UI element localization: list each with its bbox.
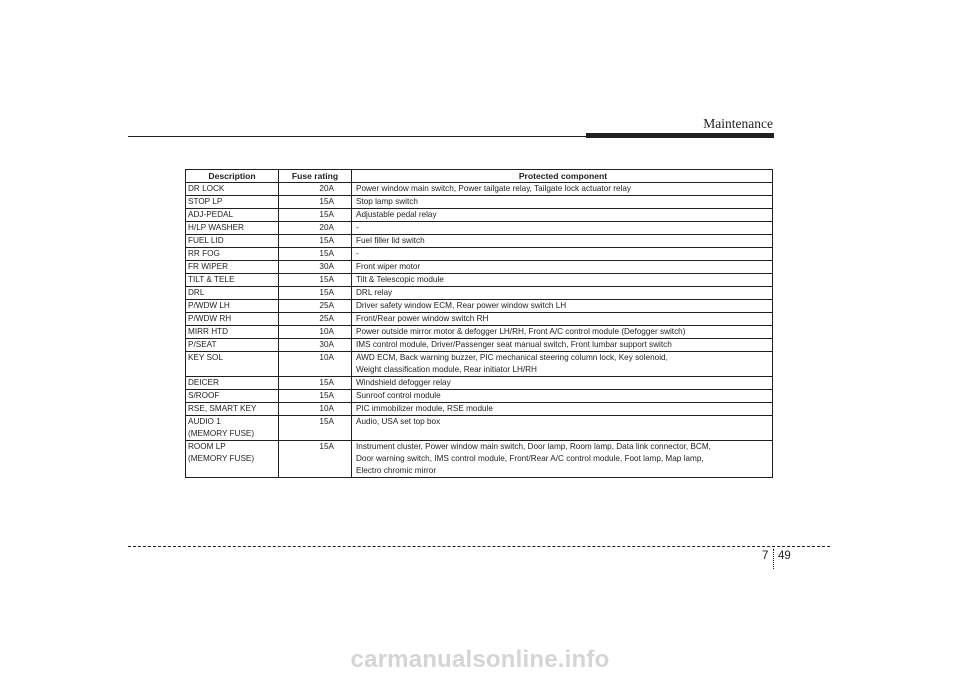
protected-component [352, 352, 773, 377]
table-body [186, 183, 773, 478]
fuse-description [186, 287, 279, 300]
chapter-number: 7 [762, 550, 769, 562]
fuse-description [186, 183, 279, 196]
fuse-rating [279, 313, 352, 326]
fuse-rating-value: 15A [319, 288, 334, 297]
fuse-description [186, 300, 279, 313]
fuse-rating-value: 15A [319, 236, 334, 245]
fuse-rating [279, 183, 352, 196]
protected-component [352, 416, 773, 441]
protected-component-line: DRL relay [356, 288, 393, 297]
protected-component [352, 261, 773, 274]
fuse-rating-value: 30A [319, 340, 334, 349]
fuse-description [186, 261, 279, 274]
fuse-description [186, 326, 279, 339]
protected-component [352, 390, 773, 403]
fuse-description-line: DEICER [188, 378, 219, 387]
fuse-rating-value: 15A [319, 417, 334, 426]
fuse-description-line: FR WIPER [188, 262, 229, 271]
fuse-description [186, 209, 279, 222]
protected-component [352, 339, 773, 352]
fuse-description-line: DRL [188, 288, 205, 297]
fuse-description-line: H/LP WASHER [188, 223, 244, 232]
fuse-rating-value: 25A [319, 314, 334, 323]
protected-component [352, 274, 773, 287]
fuse-rating-value: 20A [319, 184, 334, 193]
fuse-description [186, 352, 279, 377]
table-row [186, 352, 773, 377]
table-header-row [186, 170, 773, 183]
protected-component-line: Weight classification module, Rear initiator LH/RH [356, 365, 537, 374]
protected-component-line: Audio, USA set top box [356, 417, 441, 426]
fuse-description [186, 390, 279, 403]
table-row [186, 339, 773, 352]
protected-component-line: Power outside mirror motor & defogger LH/RH, Front A/C control module (Defogger switch) [356, 327, 686, 336]
protected-component-line: - [356, 249, 359, 258]
fuse-description [186, 313, 279, 326]
table-row [186, 441, 773, 478]
table-row [186, 403, 773, 416]
table-row [186, 183, 773, 196]
column-header-description: Description [186, 170, 279, 183]
fuse-description [186, 222, 279, 235]
protected-component-line: Windshield defogger relay [356, 378, 451, 387]
fuse-rating [279, 377, 352, 390]
table-row [186, 274, 773, 287]
page-number-separator [773, 549, 774, 569]
fuse-rating-value: 15A [319, 249, 334, 258]
fuse-rating-value: 15A [319, 197, 334, 206]
fuse-description-line: STOP LP [188, 197, 223, 206]
column-header-fuse-rating: Fuse rating [279, 170, 352, 183]
fuse-rating-value: 15A [319, 275, 334, 284]
fuse-description-line: P/WDW RH [188, 314, 232, 323]
table-row [186, 416, 773, 441]
fuse-rating [279, 339, 352, 352]
table-row [186, 196, 773, 209]
fuse-rating [279, 416, 352, 441]
protected-component-line: Sunroof control module [356, 391, 441, 400]
fuse-rating-value: 15A [319, 442, 334, 451]
fuse-rating-value: 20A [319, 223, 334, 232]
protected-component-line: Electro chromic mirror [356, 466, 437, 475]
fuse-rating-value: 25A [319, 301, 334, 310]
fuse-description-line: DR LOCK [188, 184, 225, 193]
protected-component-line: PIC immobilizer module, RSE module [356, 404, 493, 413]
table-row [186, 209, 773, 222]
page-number: 49 [778, 550, 791, 562]
fuse-description [186, 235, 279, 248]
watermark: carmanualsonline.info [350, 646, 610, 673]
fuse-rating [279, 222, 352, 235]
fuse-rating [279, 390, 352, 403]
fuse-description [186, 416, 279, 441]
protected-component [352, 441, 773, 478]
table-row [186, 222, 773, 235]
fuse-rating [279, 248, 352, 261]
protected-component-line: AWD ECM, Back warning buzzer, PIC mechanical steering column lock, Key solenoid, [356, 353, 668, 362]
fuse-description-line: MIRR HTD [188, 327, 229, 336]
fuse-rating [279, 352, 352, 377]
fuse-description-line: KEY SOL [188, 353, 223, 362]
fuse-description [186, 339, 279, 352]
protected-component-line: Stop lamp switch [356, 197, 418, 206]
fuse-description-line: RSE, SMART KEY [188, 404, 257, 413]
fuse-description-line: RR FOG [188, 249, 220, 258]
fuse-description-line: TILT & TELE [188, 275, 235, 284]
protected-component [352, 209, 773, 222]
fuse-description-line: P/WDW LH [188, 301, 230, 310]
fuse-description-line: ROOM LP [188, 442, 226, 451]
fuse-rating [279, 196, 352, 209]
protected-component-line: Fuel filler lid switch [356, 236, 425, 245]
table-row [186, 313, 773, 326]
fuse-rating-value: 10A [319, 404, 334, 413]
column-header-protected-component: Protected component [352, 170, 773, 183]
table-row [186, 248, 773, 261]
section-title: Maintenance [703, 116, 773, 131]
fuse-rating [279, 300, 352, 313]
fuse-rating [279, 287, 352, 300]
protected-component [352, 377, 773, 390]
fuse-rating [279, 441, 352, 478]
fuse-rating [279, 261, 352, 274]
fuse-description-line: AUDIO 1 [188, 417, 221, 426]
fuse-table [185, 169, 773, 478]
fuse-rating [279, 403, 352, 416]
fuse-description-line: FUEL LID [188, 236, 224, 245]
fuse-rating-value: 10A [319, 327, 334, 336]
protected-component-line: Instrument cluster, Power window main switch, Door lamp, Room lamp, Data link connector, BCM, [356, 442, 711, 451]
protected-component-line: Door warning switch, IMS control module, Front/Rear A/C control module, Foot lamp, Map lamp, [356, 454, 704, 463]
protected-component [352, 183, 773, 196]
protected-component [352, 403, 773, 416]
protected-component-line: Adjustable pedal relay [356, 210, 437, 219]
table-row [186, 261, 773, 274]
table-row [186, 235, 773, 248]
protected-component-line: Power window main switch, Power tailgate relay, Tailgate lock actuator relay [356, 184, 632, 193]
protected-component [352, 300, 773, 313]
fuse-description [186, 274, 279, 287]
protected-component-line: IMS control module, Driver/Passenger seat manual switch, Front lumbar support switch [356, 340, 672, 349]
table-row [186, 287, 773, 300]
table-row [186, 300, 773, 313]
fuse-description [186, 441, 279, 478]
fuse-description-line: (MEMORY FUSE) [188, 429, 255, 438]
fuse-description [186, 377, 279, 390]
fuse-description [186, 403, 279, 416]
fuse-description [186, 196, 279, 209]
fuse-description-line: S/ROOF [188, 391, 220, 400]
fuse-rating [279, 326, 352, 339]
protected-component-line: - [356, 223, 359, 232]
fuse-rating [279, 209, 352, 222]
fuse-rating-value: 15A [319, 210, 334, 219]
fuse-description-line: (MEMORY FUSE) [188, 454, 255, 463]
fuse-rating-value: 15A [319, 391, 334, 400]
footer-rule [128, 546, 830, 547]
protected-component-line: Tilt & Telescopic module [356, 275, 444, 284]
protected-component [352, 326, 773, 339]
protected-component [352, 287, 773, 300]
protected-component [352, 196, 773, 209]
fuse-rating-value: 30A [319, 262, 334, 271]
table-row [186, 377, 773, 390]
fuse-rating-value: 10A [319, 353, 334, 362]
protected-component [352, 235, 773, 248]
protected-component [352, 313, 773, 326]
fuse-description-line: ADJ-PEDAL [188, 210, 234, 219]
protected-component-line: Front/Rear power window switch RH [356, 314, 489, 323]
protected-component [352, 248, 773, 261]
protected-component-line: Driver safety window ECM, Rear power window switch LH [356, 301, 567, 310]
header-bar [586, 133, 774, 138]
fuse-rating-value: 15A [319, 378, 334, 387]
protected-component [352, 222, 773, 235]
header-rule [128, 136, 586, 137]
fuse-rating [279, 274, 352, 287]
fuse-description [186, 248, 279, 261]
table-row [186, 390, 773, 403]
protected-component-line: Front wiper motor [356, 262, 421, 271]
fuse-description-line: P/SEAT [188, 340, 217, 349]
fuse-rating [279, 235, 352, 248]
table-row [186, 326, 773, 339]
